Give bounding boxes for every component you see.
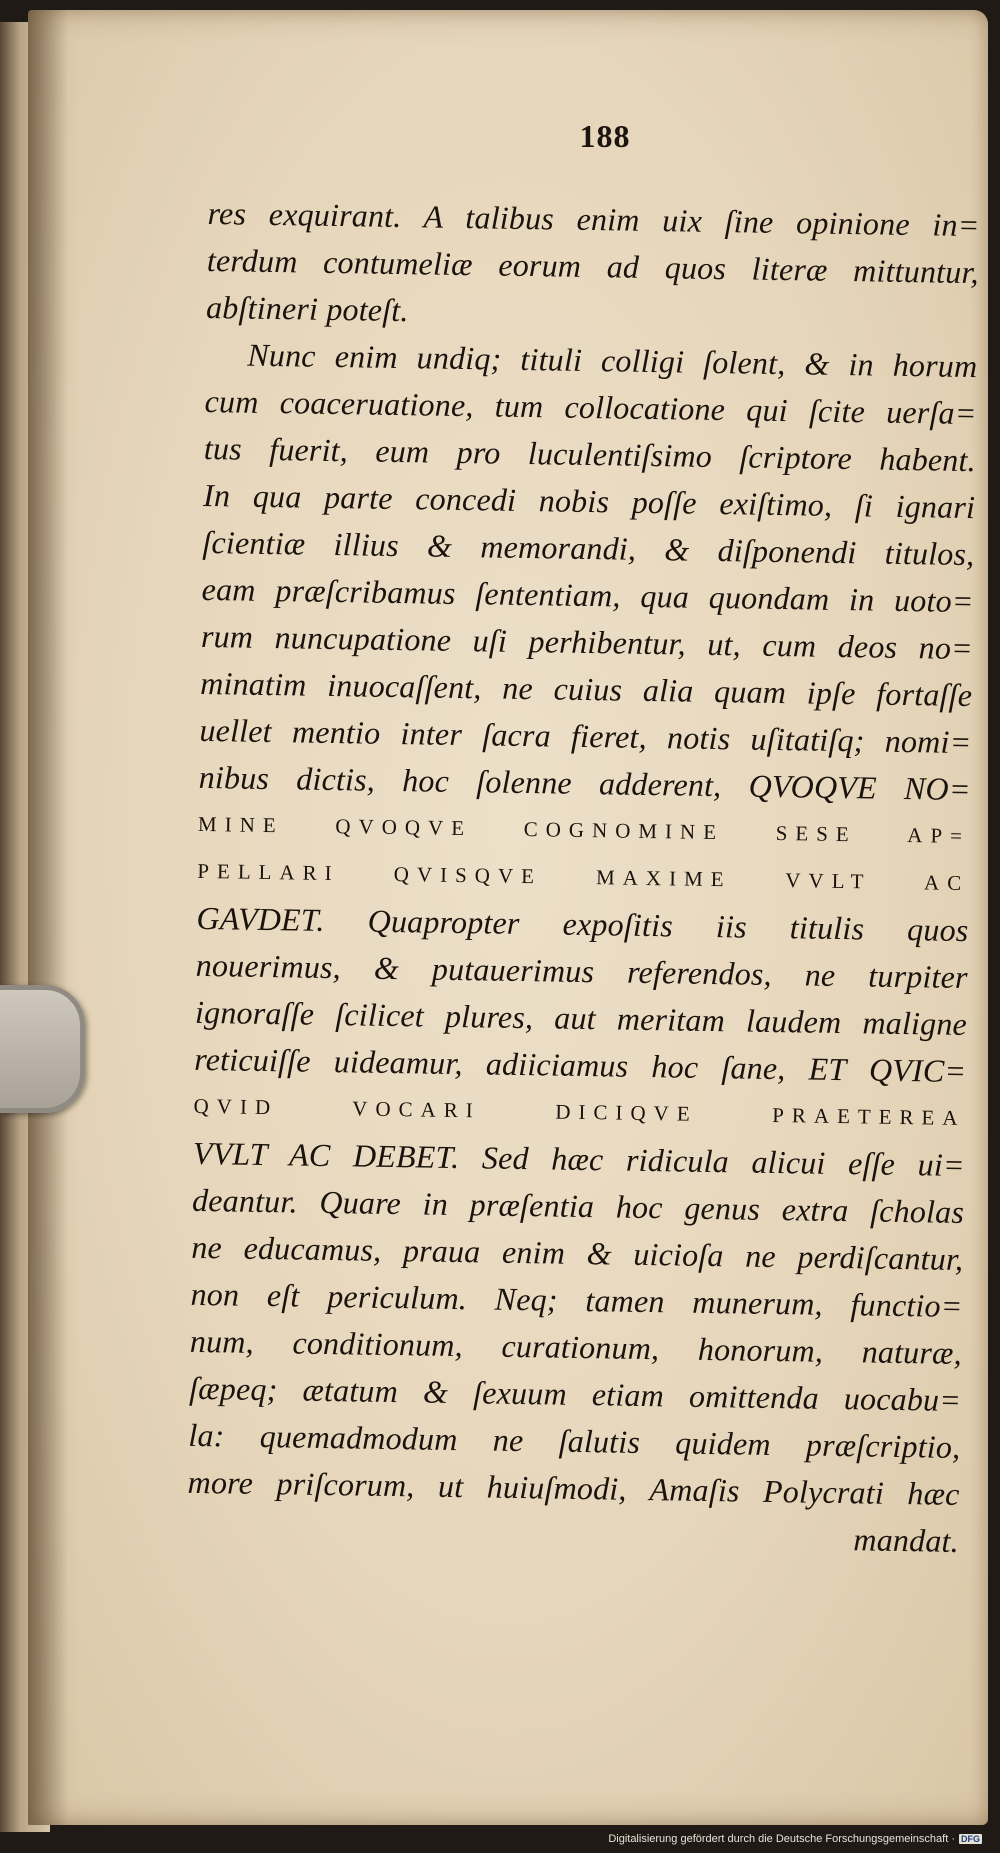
text-line: la: quemadmodum ne ſalutis quidem præſcriptio, [188,1416,961,1465]
spine-shadow [28,10,68,1825]
text-line: tus fuerit, eum pro luculentiſsimo ſcriptore habent. [203,429,977,479]
text-line: mandat. [853,1521,960,1559]
text-line: terdum contumeliæ eorum ad quos literæ mittuntur, [206,241,980,291]
text-line: ſæpeq; ætatum & ſexuum etiam omittenda uocabu= [188,1369,962,1418]
text-line: In qua parte concedi nobis poſſe exiſtimo, ſi ignari [202,476,976,526]
text-line: GAVDET. Quapropter expoſitis iis titulis quos [196,899,969,949]
text-line: ſcientiæ illius & memorandi, & diſponendi titulos, [202,523,975,573]
text-line: non eſt periculum. Neq; tamen munerum, functio= [190,1275,963,1324]
text-line: minatim inuocaſſent, ne cuius alia quam ipſe fortaſſe [199,664,973,714]
text-line: more priſcorum, ut huiuſmodi, Amaſis Polycrati hæc [187,1463,960,1512]
text-line: eam præſcribamus ſententiam, qua quondam in uoto= [201,570,974,620]
text-line: res exquirant. A talibus enim uix ſine opinione in= [207,194,980,244]
text-line: ignoraſſe ſcilicet plures, aut meritam laudem maligne [194,993,968,1043]
text-line: QVID VOCARI DICIQVE PRAETEREA [193,1093,966,1131]
text-line: uellet mentio inter ſacra fieret, notis uſitatiſq; nomi= [199,711,972,761]
text-line: deantur. Quare in præſentia hoc genus extra ſcholas [191,1181,965,1230]
digitization-credit [608,1833,982,1845]
page-number: 188 [579,118,631,154]
body-text [187,190,980,1565]
text-line: nouerimus, & putauerimus referendos, ne turpiter [195,946,969,996]
text-line: num, conditionum, curationum, honorum, naturæ, [189,1322,963,1371]
text-line: cum coaceruatione, tum collocatione qui ſcite uerſa= [204,382,977,432]
credit-text: Digitalisierung gefördert durch die Deutsche Forschungsgemeinschaft · [608,1833,955,1845]
text-line: MINE QVOQVE COGNOMINE SESE AP= [197,811,971,849]
dfg-logo: DFG [961,1834,980,1844]
text-line: ne educamus, praua enim & uicioſa ne perdiſcantur, [191,1228,964,1277]
text-line: PELLARI QVISQVE MAXIME VVLT AC [197,858,970,896]
text-line: reticuiſſe uideamur, adiiciamus hoc ſane, ET QVIC= [194,1040,967,1090]
text-line: abſtineri poteſt. [205,288,409,329]
book-clip [0,985,85,1113]
text-line: VVLT AC DEBET. Sed hæc ridicula alicui eſſe ui= [192,1134,966,1184]
text-line: nibus dictis, hoc ſolenne adderent, QVOQVE NO= [198,758,971,808]
text-line: Nunc enim undiq; tituli colligi ſolent, & in horum [247,336,978,385]
text-line: rum nuncupatione uſi perhibentur, ut, cum deos no= [200,617,974,667]
